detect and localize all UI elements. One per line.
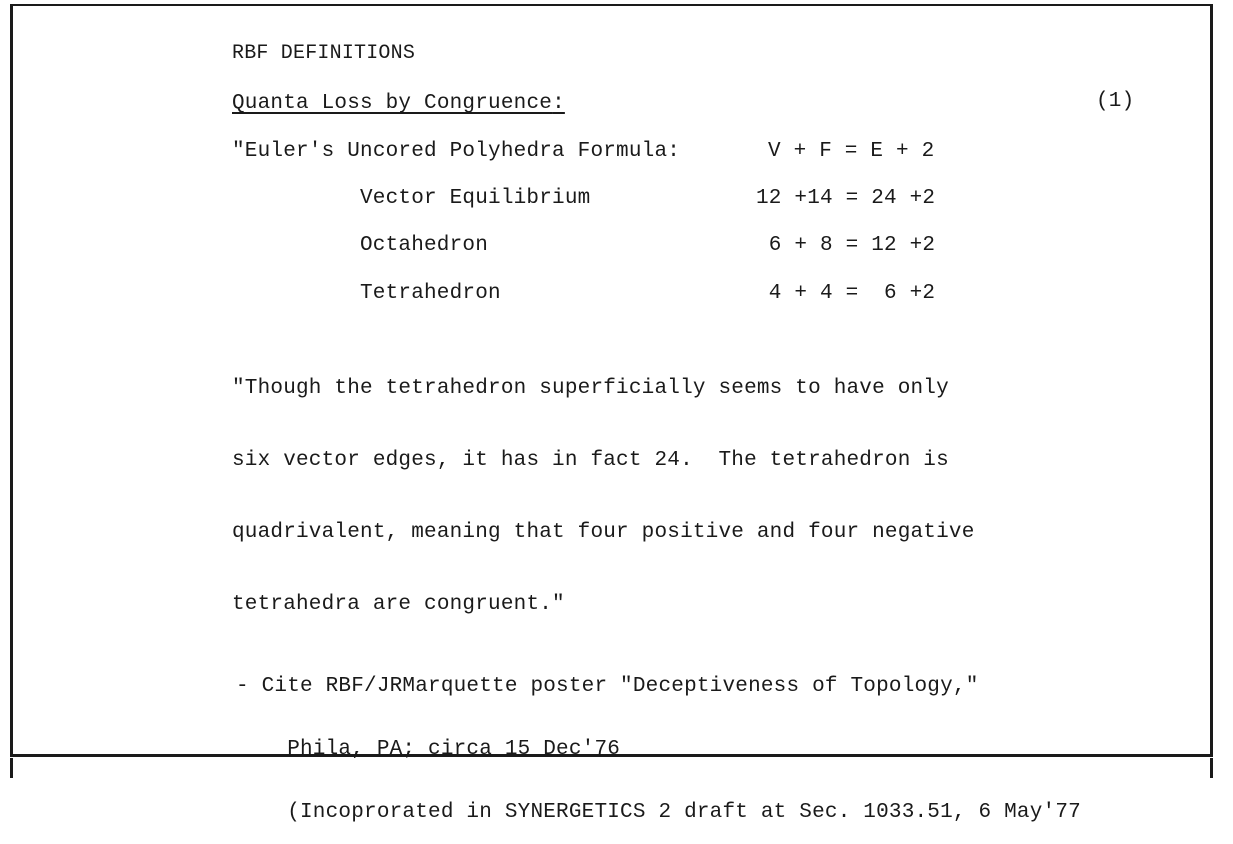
entry-title [232, 91, 565, 117]
quote-line: quadrivalent, meaning that four positive and four negative [232, 521, 975, 544]
entry-title-colon: : [552, 92, 565, 115]
formula-row-equation: 12 +14 = 24 +2 [756, 187, 936, 210]
entry-title-text: Quanta Loss by Congruence [232, 92, 553, 115]
citation-block [236, 634, 1081, 844]
quote-line: tetrahedra are congruent." [232, 593, 565, 616]
formula-expression: V + F = E + 2 [768, 140, 935, 163]
citation-line: (Incoprorated in SYNERGETICS 2 draft at Sec. 1033.51, 6 May'77 [236, 801, 1081, 824]
quote-line: "Though the tetrahedron superficially seems to have only [232, 377, 949, 400]
quote-line: six vector edges, it has in fact 24. The tetrahedron is [232, 449, 949, 472]
formula-label: "Euler's Uncored Polyhedra Formula: [232, 140, 681, 163]
formula-row-name: Vector Equilibrium [360, 187, 591, 210]
formula-row-name: Octahedron [360, 234, 489, 257]
quote-block [232, 329, 975, 641]
entry-number: (1) [1096, 90, 1135, 113]
citation-line: Phila, PA; circa 15 Dec'76 [236, 738, 621, 761]
formula-row-name: Tetrahedron [360, 282, 501, 305]
card-header: RBF DEFINITIONS [232, 42, 416, 65]
formula-row-equation: 6 + 8 = 12 +2 [756, 234, 936, 257]
citation-line: - Cite RBF/JRMarquette poster "Deceptiveness of Topology," [236, 675, 979, 698]
formula-row-equation: 4 + 4 = 6 +2 [756, 282, 936, 305]
